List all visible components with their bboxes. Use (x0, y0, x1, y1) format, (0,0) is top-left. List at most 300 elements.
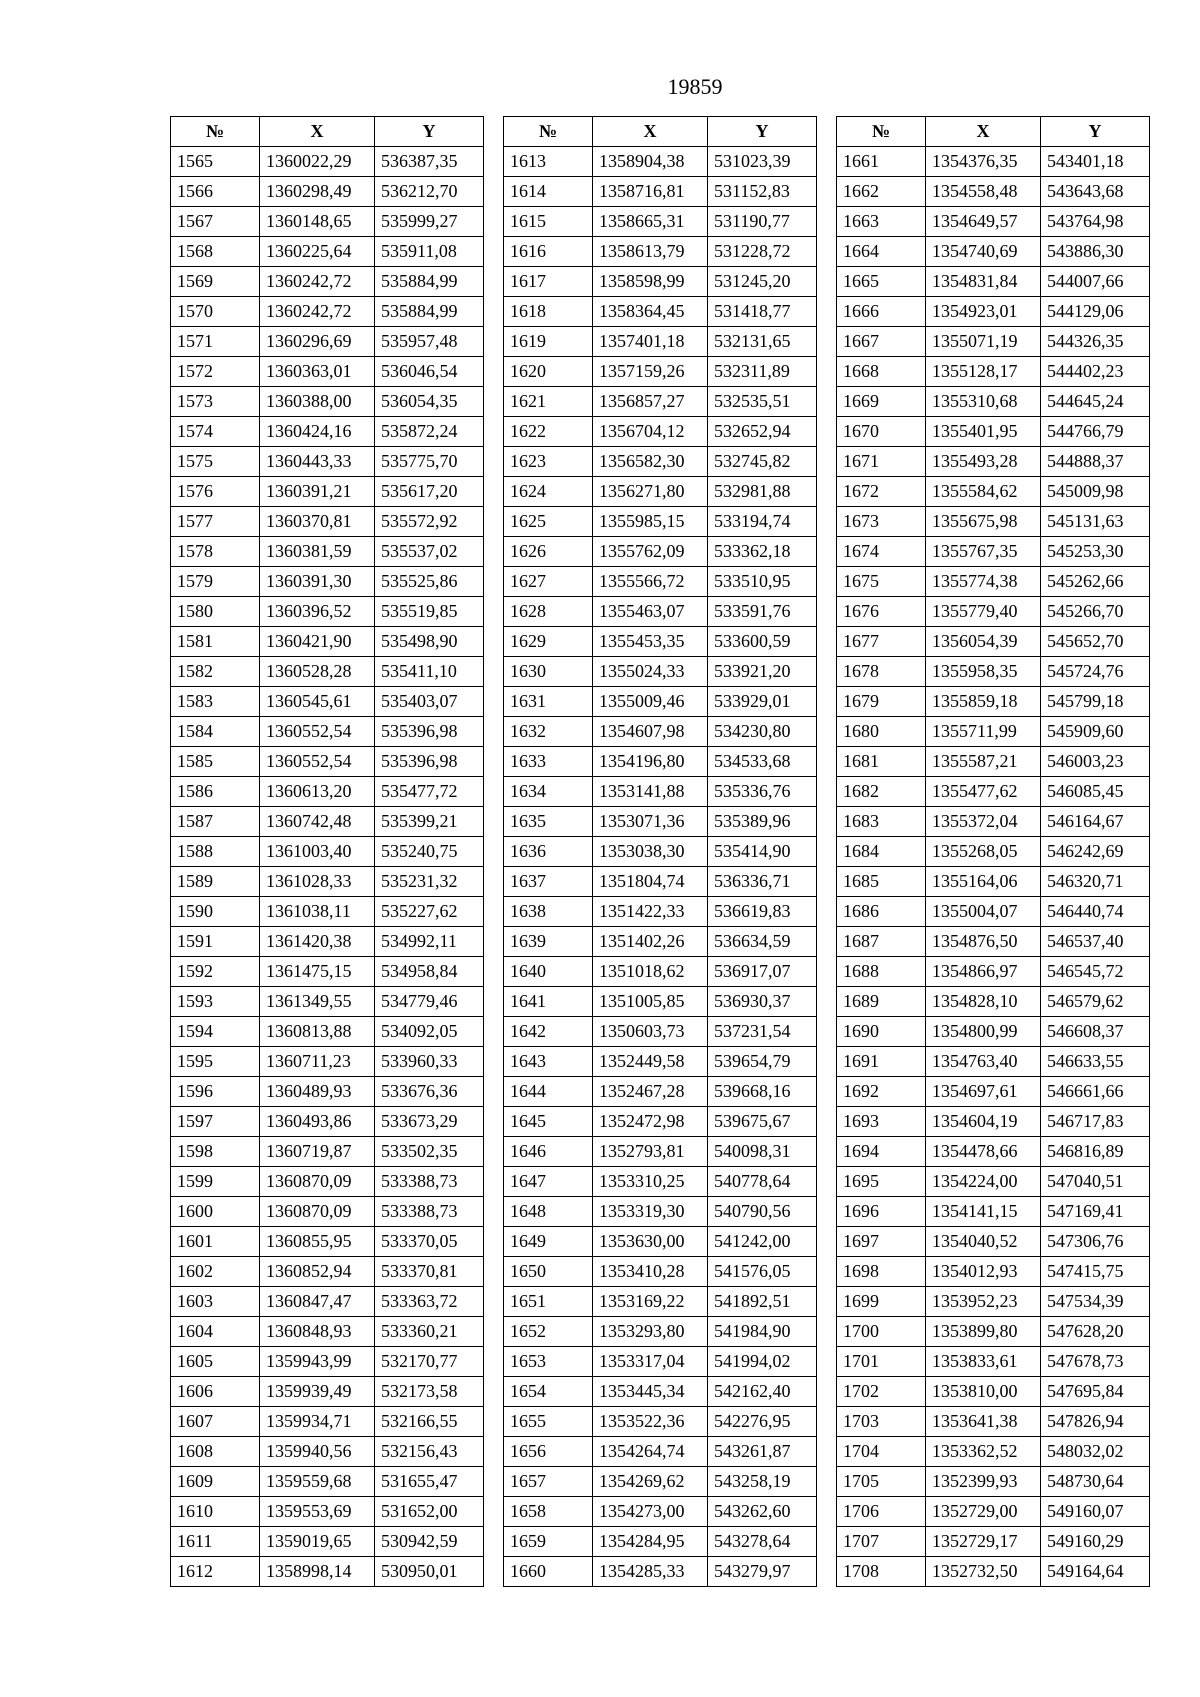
cell-num: 1681 (837, 747, 926, 777)
cell-num: 1628 (504, 597, 593, 627)
cell-y: 541892,51 (708, 1287, 817, 1317)
cell-y: 535572,92 (375, 507, 484, 537)
cell-num: 1639 (504, 927, 593, 957)
cell-num: 1673 (837, 507, 926, 537)
page-number: 19859 (667, 74, 723, 99)
cell-y: 543262,60 (708, 1497, 817, 1527)
cell-x: 1356582,30 (593, 447, 708, 477)
cell-y: 546085,45 (1041, 777, 1150, 807)
cell-y: 549160,07 (1041, 1497, 1150, 1527)
cell-y: 531023,39 (708, 147, 817, 177)
cell-num: 1592 (171, 957, 260, 987)
cell-num: 1674 (837, 537, 926, 567)
cell-y: 532745,82 (708, 447, 817, 477)
table-row (171, 1527, 484, 1557)
cell-y: 533600,59 (708, 627, 817, 657)
cell-x: 1355762,09 (593, 537, 708, 567)
cell-y: 545724,76 (1041, 657, 1150, 687)
table-row (837, 687, 1150, 717)
cell-y: 545909,60 (1041, 717, 1150, 747)
cell-num: 1698 (837, 1257, 926, 1287)
table-row (504, 777, 817, 807)
table-row (171, 957, 484, 987)
cell-x: 1354376,35 (926, 147, 1041, 177)
cell-y: 547169,41 (1041, 1197, 1150, 1227)
table-row (504, 237, 817, 267)
table-row (171, 1047, 484, 1077)
cell-y: 531190,77 (708, 207, 817, 237)
cell-x: 1360388,00 (260, 387, 375, 417)
cell-num: 1578 (171, 537, 260, 567)
cell-y: 533502,35 (375, 1137, 484, 1167)
header-y: Y (1041, 117, 1150, 147)
cell-y: 532170,77 (375, 1347, 484, 1377)
cell-y: 535389,96 (708, 807, 817, 837)
table-header-row (837, 117, 1150, 147)
cell-y: 533673,29 (375, 1107, 484, 1137)
cell-num: 1580 (171, 597, 260, 627)
cell-x: 1361038,11 (260, 897, 375, 927)
cell-y: 543278,64 (708, 1527, 817, 1557)
cell-num: 1615 (504, 207, 593, 237)
cell-num: 1604 (171, 1317, 260, 1347)
table-row (171, 237, 484, 267)
cell-num: 1700 (837, 1317, 926, 1347)
cell-y: 535396,98 (375, 717, 484, 747)
cell-x: 1355372,04 (926, 807, 1041, 837)
cell-num: 1589 (171, 867, 260, 897)
cell-y: 532311,89 (708, 357, 817, 387)
cell-num: 1611 (171, 1527, 260, 1557)
cell-num: 1590 (171, 897, 260, 927)
cell-num: 1660 (504, 1557, 593, 1587)
cell-num: 1679 (837, 687, 926, 717)
header-x: X (593, 117, 708, 147)
cell-x: 1353410,28 (593, 1257, 708, 1287)
cell-num: 1664 (837, 237, 926, 267)
cell-x: 1360613,20 (260, 777, 375, 807)
cell-num: 1635 (504, 807, 593, 837)
table-row (171, 1317, 484, 1347)
cell-num: 1644 (504, 1077, 593, 1107)
cell-num: 1655 (504, 1407, 593, 1437)
cell-num: 1638 (504, 897, 593, 927)
cell-x: 1355675,98 (926, 507, 1041, 537)
cell-x: 1358665,31 (593, 207, 708, 237)
table-row (171, 1107, 484, 1137)
table-row (504, 1287, 817, 1317)
table-row (504, 387, 817, 417)
table-row (171, 717, 484, 747)
table-row (504, 747, 817, 777)
cell-num: 1567 (171, 207, 260, 237)
table-row (171, 777, 484, 807)
table-row (171, 1077, 484, 1107)
cell-y: 533362,18 (708, 537, 817, 567)
table-row (837, 237, 1150, 267)
cell-x: 1354012,93 (926, 1257, 1041, 1287)
table-row (837, 717, 1150, 747)
cell-x: 1355711,99 (926, 717, 1041, 747)
cell-x: 1355310,68 (926, 387, 1041, 417)
cell-x: 1360363,01 (260, 357, 375, 387)
cell-x: 1360870,09 (260, 1197, 375, 1227)
table-row (171, 1497, 484, 1527)
cell-num: 1603 (171, 1287, 260, 1317)
cell-y: 545253,30 (1041, 537, 1150, 567)
cell-y: 546717,83 (1041, 1107, 1150, 1137)
table-row (171, 267, 484, 297)
table-row (837, 807, 1150, 837)
cell-y: 544888,37 (1041, 447, 1150, 477)
table-row (504, 1557, 817, 1587)
cell-num: 1581 (171, 627, 260, 657)
cell-y: 535240,75 (375, 837, 484, 867)
cell-num: 1662 (837, 177, 926, 207)
cell-num: 1627 (504, 567, 593, 597)
cell-num: 1605 (171, 1347, 260, 1377)
cell-x: 1355477,62 (926, 777, 1041, 807)
cell-x: 1353038,30 (593, 837, 708, 867)
cell-y: 547695,84 (1041, 1377, 1150, 1407)
cell-x: 1355401,95 (926, 417, 1041, 447)
coordinate-tables (170, 116, 1150, 1587)
cell-y: 546242,69 (1041, 837, 1150, 867)
table-row (171, 1137, 484, 1167)
table-row (504, 657, 817, 687)
cell-num: 1683 (837, 807, 926, 837)
cell-num: 1575 (171, 447, 260, 477)
cell-y: 539668,16 (708, 1077, 817, 1107)
cell-y: 543886,30 (1041, 237, 1150, 267)
cell-y: 546003,23 (1041, 747, 1150, 777)
cell-x: 1360847,47 (260, 1287, 375, 1317)
table-row (171, 207, 484, 237)
table-row (837, 657, 1150, 687)
cell-y: 541242,00 (708, 1227, 817, 1257)
table-row (504, 1467, 817, 1497)
cell-x: 1353141,88 (593, 777, 708, 807)
coordinate-table-1 (170, 116, 484, 1587)
cell-num: 1570 (171, 297, 260, 327)
cell-num: 1565 (171, 147, 260, 177)
cell-y: 540778,64 (708, 1167, 817, 1197)
cell-x: 1352732,50 (926, 1557, 1041, 1587)
table-row (504, 507, 817, 537)
cell-num: 1642 (504, 1017, 593, 1047)
table-row (171, 837, 484, 867)
cell-num: 1569 (171, 267, 260, 297)
cell-x: 1358904,38 (593, 147, 708, 177)
cell-x: 1353362,52 (926, 1437, 1041, 1467)
cell-x: 1354196,80 (593, 747, 708, 777)
cell-num: 1584 (171, 717, 260, 747)
cell-y: 536634,59 (708, 927, 817, 957)
cell-x: 1354558,48 (926, 177, 1041, 207)
table-row (504, 1407, 817, 1437)
cell-y: 536619,83 (708, 897, 817, 927)
cell-y: 533360,21 (375, 1317, 484, 1347)
table-row (171, 1197, 484, 1227)
cell-num: 1650 (504, 1257, 593, 1287)
cell-num: 1668 (837, 357, 926, 387)
cell-x: 1360493,86 (260, 1107, 375, 1137)
cell-y: 535396,98 (375, 747, 484, 777)
cell-y: 534958,84 (375, 957, 484, 987)
cell-x: 1354876,50 (926, 927, 1041, 957)
cell-x: 1354264,74 (593, 1437, 708, 1467)
cell-y: 533591,76 (708, 597, 817, 627)
cell-y: 533929,01 (708, 687, 817, 717)
cell-num: 1648 (504, 1197, 593, 1227)
cell-y: 533388,73 (375, 1167, 484, 1197)
cell-y: 549164,64 (1041, 1557, 1150, 1587)
cell-x: 1353445,34 (593, 1377, 708, 1407)
table-row (837, 747, 1150, 777)
cell-y: 532535,51 (708, 387, 817, 417)
cell-y: 545262,66 (1041, 567, 1150, 597)
cell-num: 1670 (837, 417, 926, 447)
table-row (171, 1257, 484, 1287)
table-row (504, 1317, 817, 1347)
cell-y: 535872,24 (375, 417, 484, 447)
cell-num: 1651 (504, 1287, 593, 1317)
cell-y: 534533,68 (708, 747, 817, 777)
cell-y: 545266,70 (1041, 597, 1150, 627)
cell-num: 1707 (837, 1527, 926, 1557)
cell-num: 1606 (171, 1377, 260, 1407)
cell-num: 1597 (171, 1107, 260, 1137)
table-row (504, 297, 817, 327)
cell-x: 1353952,23 (926, 1287, 1041, 1317)
cell-x: 1360711,23 (260, 1047, 375, 1077)
cell-y: 533370,81 (375, 1257, 484, 1287)
cell-num: 1571 (171, 327, 260, 357)
table-row (837, 1137, 1150, 1167)
cell-x: 1360552,54 (260, 747, 375, 777)
cell-x: 1360298,49 (260, 177, 375, 207)
cell-x: 1353899,80 (926, 1317, 1041, 1347)
table-row (504, 1137, 817, 1167)
cell-num: 1616 (504, 237, 593, 267)
table-row (837, 387, 1150, 417)
cell-num: 1647 (504, 1167, 593, 1197)
cell-x: 1358598,99 (593, 267, 708, 297)
table-row (171, 1287, 484, 1317)
cell-y: 534092,05 (375, 1017, 484, 1047)
cell-x: 1355587,21 (926, 747, 1041, 777)
cell-x: 1351804,74 (593, 867, 708, 897)
cell-x: 1360370,81 (260, 507, 375, 537)
cell-x: 1352467,28 (593, 1077, 708, 1107)
cell-y: 531152,83 (708, 177, 817, 207)
cell-num: 1703 (837, 1407, 926, 1437)
cell-x: 1360396,52 (260, 597, 375, 627)
table-row (837, 987, 1150, 1017)
cell-x: 1360742,48 (260, 807, 375, 837)
cell-y: 544129,06 (1041, 297, 1150, 327)
cell-y: 533370,05 (375, 1227, 484, 1257)
table-row (504, 897, 817, 927)
cell-num: 1614 (504, 177, 593, 207)
cell-y: 541576,05 (708, 1257, 817, 1287)
header-x: X (926, 117, 1041, 147)
table-body (504, 147, 817, 1587)
table-row (504, 177, 817, 207)
table-row (837, 627, 1150, 657)
table-row (504, 867, 817, 897)
cell-y: 542162,40 (708, 1377, 817, 1407)
cell-x: 1352472,98 (593, 1107, 708, 1137)
cell-y: 531228,72 (708, 237, 817, 267)
table-row (504, 417, 817, 447)
table-row (171, 537, 484, 567)
cell-num: 1617 (504, 267, 593, 297)
cell-y: 530950,01 (375, 1557, 484, 1587)
cell-num: 1630 (504, 657, 593, 687)
cell-y: 535399,21 (375, 807, 484, 837)
table-row (171, 1467, 484, 1497)
cell-num: 1666 (837, 297, 926, 327)
table-body (837, 147, 1150, 1587)
cell-num: 1685 (837, 867, 926, 897)
cell-y: 535911,08 (375, 237, 484, 267)
cell-y: 547628,20 (1041, 1317, 1150, 1347)
cell-num: 1678 (837, 657, 926, 687)
header-x: X (260, 117, 375, 147)
table-row (837, 297, 1150, 327)
cell-x: 1353071,36 (593, 807, 708, 837)
table-row (837, 1527, 1150, 1557)
cell-num: 1595 (171, 1047, 260, 1077)
cell-y: 546440,74 (1041, 897, 1150, 927)
cell-y: 544402,23 (1041, 357, 1150, 387)
cell-x: 1354831,84 (926, 267, 1041, 297)
cell-x: 1355024,33 (593, 657, 708, 687)
cell-x: 1361420,38 (260, 927, 375, 957)
cell-x: 1360719,87 (260, 1137, 375, 1167)
table-row (171, 417, 484, 447)
cell-num: 1608 (171, 1437, 260, 1467)
cell-y: 535537,02 (375, 537, 484, 567)
cell-y: 531245,20 (708, 267, 817, 297)
table-row (504, 1527, 817, 1557)
cell-x: 1360855,95 (260, 1227, 375, 1257)
table-row (837, 567, 1150, 597)
cell-x: 1353169,22 (593, 1287, 708, 1317)
cell-num: 1622 (504, 417, 593, 447)
table-row (171, 897, 484, 927)
cell-y: 547306,76 (1041, 1227, 1150, 1257)
cell-y: 536917,07 (708, 957, 817, 987)
cell-num: 1675 (837, 567, 926, 597)
table-row (171, 1167, 484, 1197)
cell-num: 1693 (837, 1107, 926, 1137)
cell-y: 539654,79 (708, 1047, 817, 1077)
cell-x: 1360022,29 (260, 147, 375, 177)
table-row (504, 1017, 817, 1047)
cell-x: 1360545,61 (260, 687, 375, 717)
cell-y: 546164,67 (1041, 807, 1150, 837)
table-row (171, 987, 484, 1017)
cell-num: 1572 (171, 357, 260, 387)
cell-x: 1352729,17 (926, 1527, 1041, 1557)
cell-num: 1640 (504, 957, 593, 987)
cell-x: 1355985,15 (593, 507, 708, 537)
cell-y: 545131,63 (1041, 507, 1150, 537)
table-row (171, 657, 484, 687)
cell-x: 1355268,05 (926, 837, 1041, 867)
cell-y: 546816,89 (1041, 1137, 1150, 1167)
cell-x: 1356271,80 (593, 477, 708, 507)
cell-x: 1352729,00 (926, 1497, 1041, 1527)
table-row (504, 447, 817, 477)
cell-x: 1354478,66 (926, 1137, 1041, 1167)
cell-x: 1355009,46 (593, 687, 708, 717)
table-row (171, 447, 484, 477)
table-row (837, 1467, 1150, 1497)
cell-x: 1359940,56 (260, 1437, 375, 1467)
cell-num: 1599 (171, 1167, 260, 1197)
cell-x: 1355767,35 (926, 537, 1041, 567)
cell-y: 541994,02 (708, 1347, 817, 1377)
cell-num: 1656 (504, 1437, 593, 1467)
cell-num: 1577 (171, 507, 260, 537)
table-row (504, 1257, 817, 1287)
cell-x: 1359553,69 (260, 1497, 375, 1527)
cell-y: 544326,35 (1041, 327, 1150, 357)
cell-y: 535231,32 (375, 867, 484, 897)
cell-x: 1356054,39 (926, 627, 1041, 657)
cell-y: 532156,43 (375, 1437, 484, 1467)
cell-y: 531655,47 (375, 1467, 484, 1497)
cell-y: 533960,33 (375, 1047, 484, 1077)
cell-y: 533388,73 (375, 1197, 484, 1227)
cell-x: 1360381,59 (260, 537, 375, 567)
cell-x: 1357401,18 (593, 327, 708, 357)
cell-num: 1658 (504, 1497, 593, 1527)
cell-num: 1665 (837, 267, 926, 297)
cell-num: 1657 (504, 1467, 593, 1497)
cell-num: 1697 (837, 1227, 926, 1257)
cell-num: 1646 (504, 1137, 593, 1167)
cell-x: 1354828,10 (926, 987, 1041, 1017)
cell-x: 1360848,93 (260, 1317, 375, 1347)
cell-num: 1687 (837, 927, 926, 957)
cell-num: 1586 (171, 777, 260, 807)
cell-x: 1353630,00 (593, 1227, 708, 1257)
cell-num: 1708 (837, 1557, 926, 1587)
cell-num: 1632 (504, 717, 593, 747)
table-row (837, 1047, 1150, 1077)
cell-num: 1691 (837, 1047, 926, 1077)
cell-num: 1633 (504, 747, 593, 777)
cell-x: 1355859,18 (926, 687, 1041, 717)
cell-y: 544645,24 (1041, 387, 1150, 417)
cell-y: 546579,62 (1041, 987, 1150, 1017)
cell-x: 1353293,80 (593, 1317, 708, 1347)
cell-y: 535519,85 (375, 597, 484, 627)
cell-y: 546608,37 (1041, 1017, 1150, 1047)
table-row (837, 267, 1150, 297)
table-row (504, 1107, 817, 1137)
table-row (504, 687, 817, 717)
cell-y: 530942,59 (375, 1527, 484, 1557)
cell-x: 1352399,93 (926, 1467, 1041, 1497)
table-row (171, 567, 484, 597)
table-row (171, 627, 484, 657)
table-row (504, 357, 817, 387)
